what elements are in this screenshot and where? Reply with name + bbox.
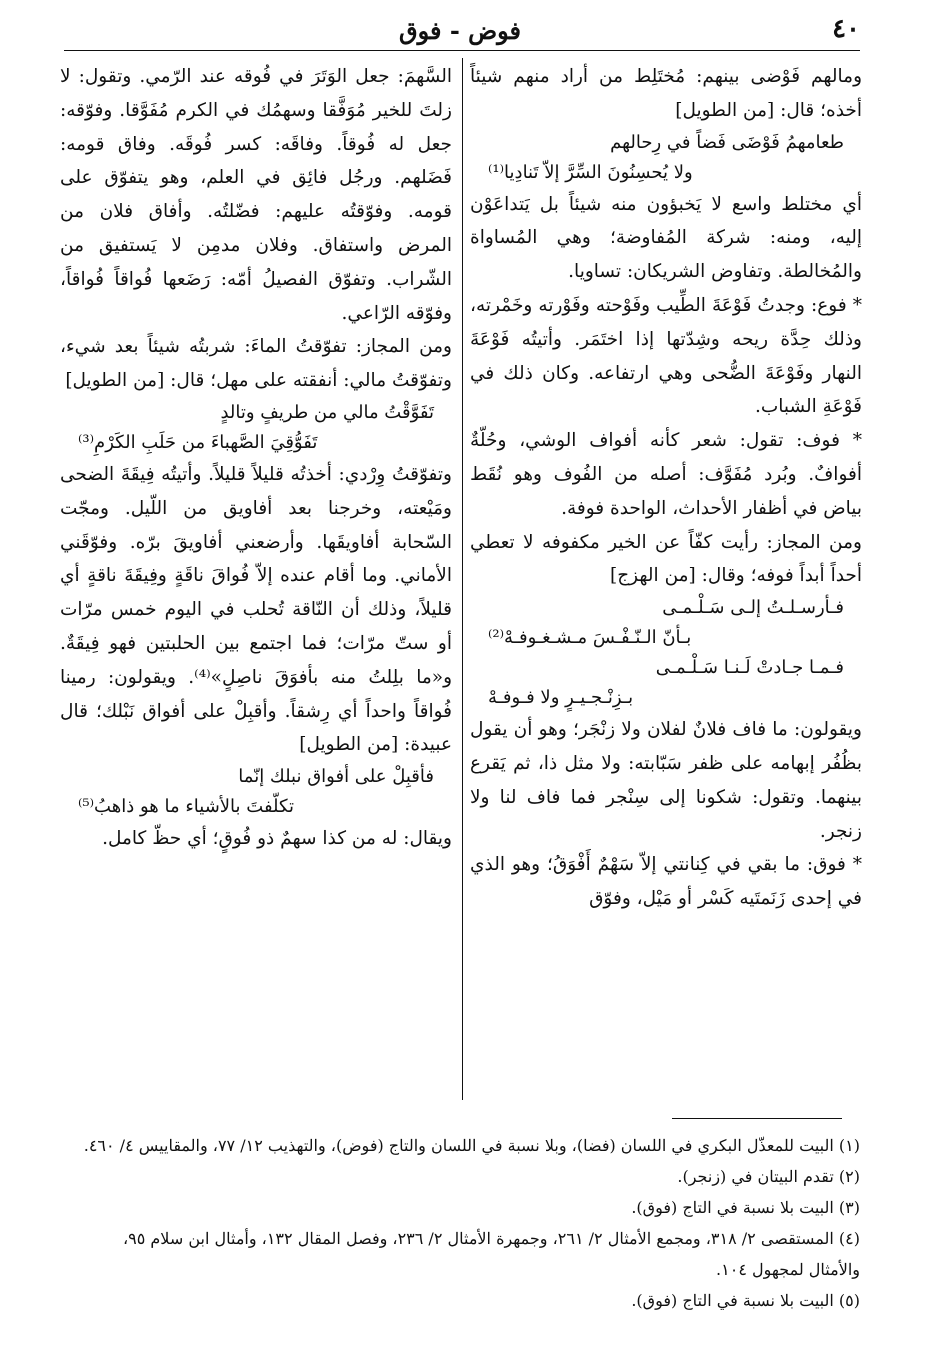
entry-fawq: * فوق: ما بقي في كِنانتي إلاّ سَهْمٌ أَفْوَقُ؛ وهو الذي في إحدى زَنَمتَيه كَسْر أو مَيْل، وفوّق xyxy=(470,854,862,910)
verse-hemistich-1: فـأرسـلـتُ إلـى سَـلْـمـى xyxy=(662,597,844,619)
paragraph: أي مختلط واسع لا يَخبؤون منه شيئاً بل يَتداعَوْن إليه، ومنه: شركة المُفاوضة؛ وهي المُساواة والمُخالطة. وتفاوض الشريكان: تساويا. xyxy=(470,193,862,283)
verse xyxy=(470,653,862,713)
footnote-separator xyxy=(672,1118,842,1119)
verse-hemistich-2: بـزِنْـجـيـرٍ ولا فـوفـهْ xyxy=(488,687,634,709)
verse xyxy=(470,128,862,188)
paragraph: السَّهمَ: جعل الوَتَرَ في فُوقه عند الرّمي. وتقول: لا زلتَ للخير مُوَفَّقا وسهمُك في الكرم مُفَوَّقا. وفوّقه: جعل له فُوقاً. وفاقَه: كسر فُوقَه. وفاق قومه: فَضَلهم. ورجُل فائِق في العلم، وهو يتفوّق على قومه. وفوّقتُه عليهم: فضّلتُه. وأفاق فلان من المرض واستفاق. وفلان مدمِن لا يَستفيق من الشّراب. وتفوّق الفصيلُ أمّه: رَضَعها فُواقاً فُواقاً، وفوّقه الرّاعي. xyxy=(60,66,452,324)
verse xyxy=(60,762,452,822)
page-number: ٤٠ xyxy=(832,14,860,44)
footnote: (٤) المستقصى ٢/ ٣١٨، ومجمع الأمثال ٢/ ٢٦١، وجمهرة الأمثال ٢/ ٢٣٦، وفصل المقال ١٣٢، وأمثال ابن سلام ٩٥، والأمثال لمجهول ١٠٤. xyxy=(122,1229,860,1279)
verse-hemistich-1: تَفَوَّقْتُ مالي من طريفٍ وتالدٍ xyxy=(220,401,434,423)
footnote: (٢) تقدم البيتان في (زنجر). xyxy=(677,1167,860,1186)
paragraph: وتفوّقتُ وِرْدي: أخذتُه قليلاً قليلاً. وأتيتُه فِيقَةَ الضحى ومَيْعته، وخرجنا بعد أفاويق من اللّيل. ومجّت السّحابة أفاويقَها. وأرضعني أفاويقَ برّه. وفوّقَني الأماني. وما أقام عنده إلاّ فُواقَ ناقَةٍ وفِيقَةَ ناقةٍ أي قليلاً، وذلك أن النّاقة تُحلب في اليوم خمس مرّات أو ستّ مرّات؛ فما اجتمع بين الحلبتين فهو فِيقَةٌ. و«ما بلِلتُ منه بأفوَقَ ناصِلٍ»⁽⁴⁾. ويقولون: رمينا فُواقاً واحداً أي رِشقاً. وأقبِلْ على أفواق نَبْلك؛ قال عبيدة: [من الطويل] xyxy=(60,463,452,756)
column-divider xyxy=(462,58,463,1100)
verse-hemistich-2: تَفَوُّقِيَ الصَّهباءَ من حَلَبِ الكَرْمِ⁽³⁾ xyxy=(78,431,318,453)
verse xyxy=(60,398,452,458)
entry-fawa: * فوع: وجدتُ فَوْعَةَ الطِّيب وفَوْحته وفَوْرته وخَمْرته، وذلك حِدَّة ريحه وشِدّتها إذا اختَمَر. وأتيتُه فَوْعَةَ النهار وفَوْعَةَ الضُّحى وهي ارتفاعه. وكان ذلك في فَوْعَةِ الشباب. xyxy=(470,294,862,418)
paragraph: ويقولون: ما فاف فلانٌ لفلان ولا زنْجَر؛ وهو أن يقول بظُفُر إبهامه على ظفر سَبّابته: ولا مثل ذا، ثم يَقرع بينهما. وتقول: شكونا إلى سِنْجر فما فاف لنا ولا زنجر. xyxy=(470,719,862,842)
footnote: (٥) البيت بلا نسبة في التاج (فوق). xyxy=(631,1291,860,1310)
paragraph: ومن المجاز: تفوّقتُ الماءَ: شربتُه شيئاً بعد شيء، وتفوّقتُ مالي: أنفقته على مهل؛ قال: [من الطويل] xyxy=(60,336,452,392)
verse-hemistich-2: بـأنّ الـنّـفْـسَ مـشـغـوفـهْ⁽²⁾ xyxy=(488,627,692,649)
verse-hemistich-1: طعامهمُ فَوْضَى فَضاً في رِحالهم xyxy=(610,131,844,153)
left-column xyxy=(60,60,452,856)
verse xyxy=(470,593,862,653)
verse-hemistich-1: فـمـا جـادتْ لَـنـا سَـلْـمـى xyxy=(655,657,844,679)
paragraph: ومالهم فَوْضى بينهم: مُختَلِط من أراد منهم شيئاً أخذه؛ قال: [من الطويل] xyxy=(470,66,862,121)
footnotes xyxy=(80,1130,860,1316)
footnote: (١) البيت للمعذّل البكري في اللسان (فضا)، وبلا نسبة في اللسان والتاج (فوض)، والتهذيب ١٢/ ٧٧، والمقاييس ٤/ ٤٦٠. xyxy=(83,1136,860,1155)
paragraph: ويقال: له من كذا سهمٌ ذو فُوقٍ؛ أي حظّ كامل. xyxy=(102,828,452,850)
verse-hemistich-2: تكلّفتَ بالأشياء ما هو ذاهبُ⁽⁵⁾ xyxy=(78,796,294,818)
running-title: فوض - فوق xyxy=(398,16,522,45)
paragraph: ومن المجاز: رأيت كفّاً عن الخير مكفوفه لا تعطي أحداً أبداً فوفه؛ وقال: [من الهزج] xyxy=(470,531,862,587)
entry-fawf: * فوف: تقول: شعر كأنه أفواف الوشي، وحُلّةٌ أفوافٌ. وبُرد مُفَوَّف: أصله من الفُوف وهو نُقَط بياض في أظفار الأحداث، الواحدة فوفة. xyxy=(470,430,862,519)
verse-hemistich-2: ولا يُحسِنُونَ السِّرَّ إلاّ تَنادِيا⁽¹⁾ xyxy=(488,161,693,183)
right-column xyxy=(470,60,862,916)
header-rule xyxy=(64,50,860,51)
verse-hemistich-1: فأقبِلْ على أفواق نبلك إنّما xyxy=(238,766,434,788)
page-header xyxy=(60,14,860,48)
footnote: (٣) البيت بلا نسبة في التاج (فوق). xyxy=(631,1198,860,1217)
